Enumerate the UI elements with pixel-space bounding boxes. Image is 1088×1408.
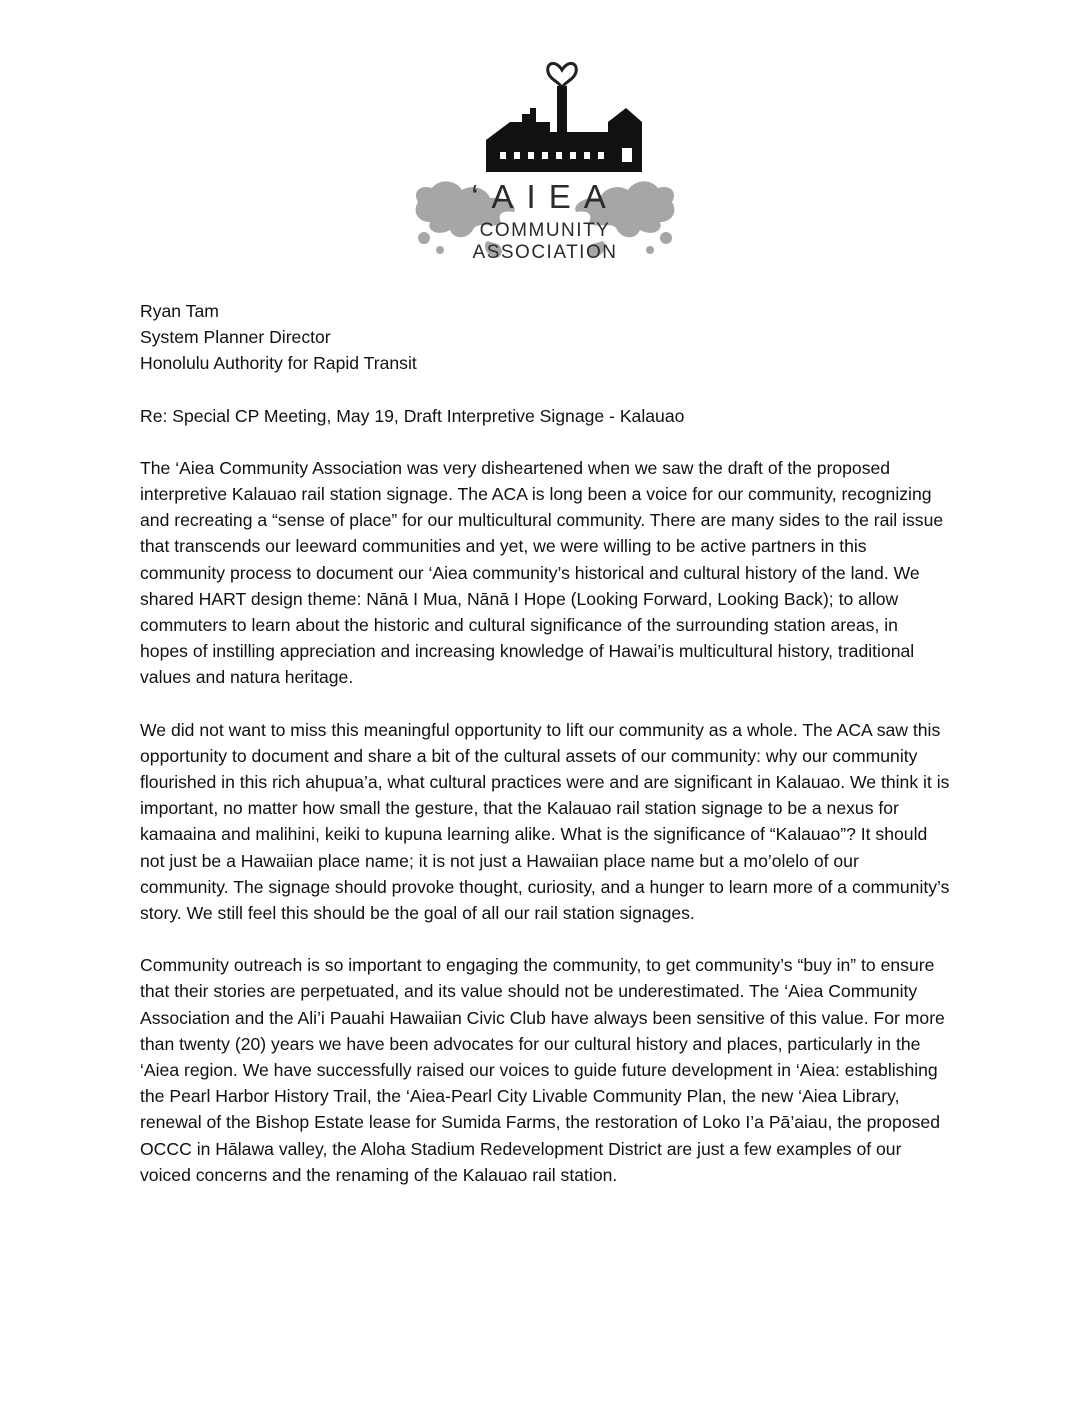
logo-name-text: ‘AIEA (471, 178, 619, 215)
subject-line: Re: Special CP Meeting, May 19, Draft Interpretive Signage - Kalauao (140, 405, 685, 426)
addressee-block (140, 298, 950, 377)
addressee-name: Ryan Tam (140, 301, 219, 321)
association-logo (410, 52, 680, 272)
logo-association-text: ASSOCIATION (472, 242, 618, 263)
addressee-organization: Honolulu Authority for Rapid Transit (140, 353, 417, 374)
body-paragraph-3: Community outreach is so important to engaging the community, to get community’s “buy in” to ensure that their stories are perpetuated, and its value should not be underestimated. The ‘Aiea Community Association and the Ali’i Pauahi Hawaiian Civic Club have always been sensitive of this value. For more than twenty (20) years we have been advocates for our cultural history and places, particularly in the ‘Aiea region. We have successfully raised our voices to guide future development in ‘Aiea: establishing the Pearl Harbor History Trail, the ‘Aiea-Pearl City Livable Community Plan, the new ‘Aiea Library, renewal of the Bishop Estate lease for Sumida Farms, the restoration of Loko I’a Pā’aiau, the proposed OCCC in Hālawa valley, the Aloha Stadium Redevelopment District are just a few examples of our voiced concerns and the renaming of the Kalauao rail station. (140, 955, 945, 1185)
letter-body (140, 298, 950, 1188)
body-paragraph-2: We did not want to miss this meaningful opportunity to lift our community as a whole. The ACA saw this opportunity to document and share a bit of the cultural assets of our community: why our community flourished in this rich ahupua’a, what cultural practices were and are significant in Kalauao. We think it is important, no matter how small the gesture, that the Kalauao rail station signage to be a nexus for kamaaina and malihini, keiki to kupuna learning alike. What is the significance of “Kalauao”? It should not just be a Hawaiian place name; it is not just a Hawaiian place name but a mo’olelo of our community. The signage should provoke thought, curiosity, and a hunger to learn more of a community’s story. We still feel this should be the goal of all our rail station signages. (140, 719, 950, 924)
heart-icon (548, 63, 577, 88)
addressee-title: System Planner Director (140, 327, 331, 348)
logo-community-text: COMMUNITY (479, 220, 611, 241)
body-paragraph-1: The ‘Aiea Community Association was very disheartened when we saw the draft of the proposed interpretive Kalauao rail station signage. The ACA is long been a voice for our community, recognizing and recreating a “sense of place” for our multicultural community. There are many sides to the rail issue that transcends our leeward communities and yet, we were willing to be active partners in this community process to document our ‘Aiea community’s historical and cultural history of the land. We shared HART design theme: Nānā I Mua, Nānā I Hope (Looking Forward, Looking Back); to allow commuters to learn about the historic and cultural significance of the surrounding station areas, in hopes of instilling appreciation and increasing knowledge of Hawai’is multicultural history, traditional values and natura heritage. (140, 457, 944, 688)
